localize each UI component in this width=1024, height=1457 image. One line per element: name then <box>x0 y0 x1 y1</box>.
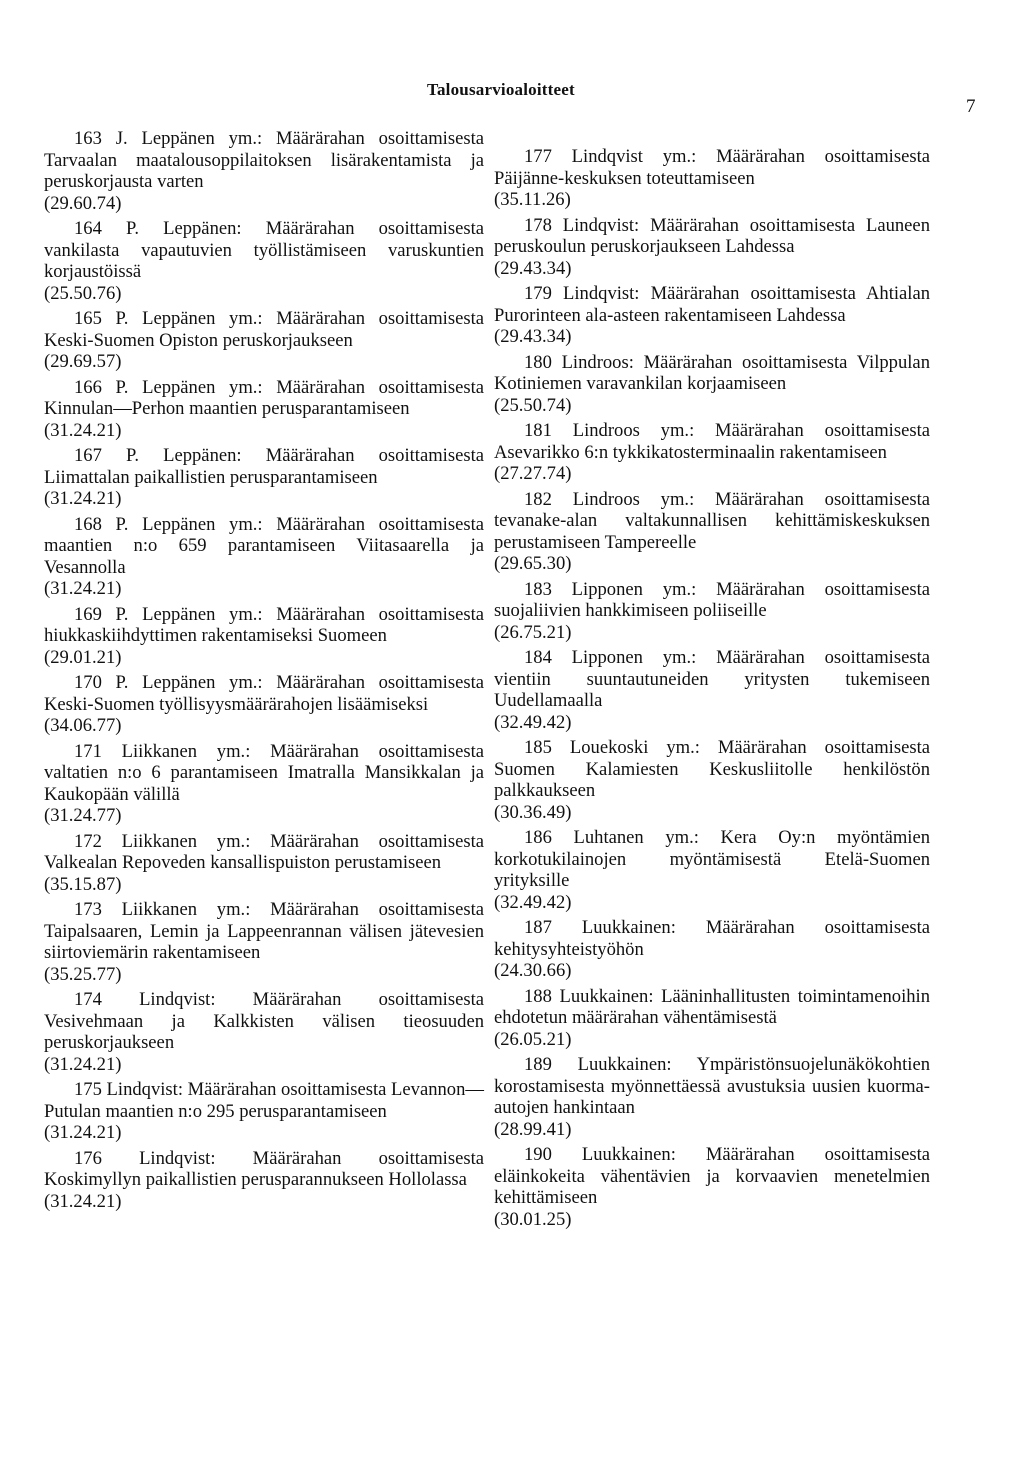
entry-code: (35.11.26) <box>494 189 571 210</box>
entry-code: (31.24.21) <box>44 578 122 599</box>
entry-code: (29.43.34) <box>494 257 572 279</box>
list-item <box>494 1054 930 1140</box>
list-item <box>494 420 930 485</box>
right-column <box>494 146 930 1234</box>
entry-code: (35.15.87) <box>44 873 122 895</box>
entry-text: 188 Luukkainen: Lääninhallitusten toimintamenoihin ehdotetun määrärahan vähentämisestä <box>494 985 930 1028</box>
entry-code: (31.24.21) <box>44 1122 122 1143</box>
entry-code: (35.25.77) <box>44 963 122 985</box>
entry-text: 186 Luhtanen ym.: Kera Oy:n myöntämien korkotukilainojen myöntämisestä Etelä-Suomen yrityksille <box>494 827 930 891</box>
entry-text: 179 Lindqvist: Määrärahan osoittamisesta Ahtialan Purorinteen ala-asteen rakentamiseen Lahdessa <box>494 283 930 326</box>
entry-code: (31.24.77) <box>44 805 122 826</box>
entry-code: (31.24.21) <box>44 419 122 441</box>
entry-code: (29.69.57) <box>44 351 122 372</box>
left-column <box>44 128 484 1216</box>
list-item <box>44 741 484 827</box>
list-item <box>44 377 484 442</box>
entry-text: 182 Lindroos ym.: Määrärahan osoittamisesta tevanake-alan valtakunnallisen kehittämiskeskuksen perustamiseen Tampereelle <box>494 488 930 553</box>
entry-code: (25.50.74) <box>494 394 572 416</box>
entry-text: 172 Liikkanen ym.: Määrärahan osoittamisesta Valkealan Repoveden kansallispuiston perustamiseen <box>44 830 484 873</box>
list-item <box>44 445 484 510</box>
list-item <box>44 672 484 737</box>
entry-text: 181 Lindroos ym.: Määrärahan osoittamisesta Asevarikko 6:n tykkikatosterminaalin rakentamiseen <box>494 420 930 463</box>
entry-code: (31.24.21) <box>44 1190 122 1212</box>
entry-code: (26.05.21) <box>494 1028 572 1050</box>
entry-text: 168 P. Leppänen ym.: Määrärahan osoittamisesta maantien n:o 659 parantamiseen Viitasaarella ja Vesannolla <box>44 513 484 578</box>
list-item <box>494 1144 930 1230</box>
list-item <box>44 1148 484 1213</box>
list-item <box>44 899 484 985</box>
entry-text: 173 Liikkanen ym.: Määrärahan osoittamisesta Taipalsaaren, Lemin ja Lappeenrannan välisen jätevesien siirtoviemärin rakentamiseen <box>44 899 484 963</box>
entry-text: 184 Lipponen ym.: Määrärahan osoittamisesta vientiin suuntautuneiden yritysten tukemiseen Uudellamaalla <box>494 647 930 711</box>
entry-text: 177 Lindqvist ym.: Määrärahan osoittamisesta Päijänne-keskuksen toteuttamiseen <box>494 146 930 189</box>
list-item <box>44 218 484 304</box>
entry-code: (32.49.42) <box>494 891 572 913</box>
entry-code: (32.49.42) <box>494 711 572 733</box>
entry-code: (31.24.21) <box>44 488 122 509</box>
entry-text: 164 P. Leppänen: Määrärahan osoittamisesta vankilasta vapautuvien työllistämiseen varuskuntien korjaustöissä <box>44 218 484 282</box>
list-item <box>44 308 484 373</box>
list-item <box>494 146 930 211</box>
entry-text: 165 P. Leppänen ym.: Määrärahan osoittamisesta Keski-Suomen Opiston peruskorjaukseen <box>44 308 484 351</box>
entry-code: (30.01.25) <box>494 1208 572 1230</box>
page-number: 7 <box>966 96 976 117</box>
list-item <box>44 831 484 896</box>
entry-code: (28.99.41) <box>494 1118 572 1140</box>
entry-code: (34.06.77) <box>44 715 122 736</box>
entry-code: (25.50.76) <box>44 282 122 304</box>
list-item <box>494 579 930 644</box>
list-item <box>44 1079 484 1144</box>
list-item <box>494 917 930 982</box>
entry-text: 187 Luukkainen: Määrärahan osoittamisesta kehitysyhteistyöhön <box>494 917 930 960</box>
entry-code: (29.60.74) <box>44 192 122 214</box>
list-item <box>494 827 930 913</box>
entry-text: 190 Luukkainen: Määrärahan osoittamisesta eläinkokeita vähentävien ja korvaavien menetelmien kehittämiseen <box>494 1144 930 1208</box>
entry-text: 178 Lindqvist: Määrärahan osoittamisesta Launeen peruskoulun peruskorjaukseen Lahdessa <box>494 214 930 257</box>
entry-code: (26.75.21) <box>494 621 572 643</box>
running-header: Talousarvioaloitteet <box>427 80 575 99</box>
list-item <box>494 489 930 575</box>
entry-code: (27.27.74) <box>494 463 572 484</box>
entry-text: 174 Lindqvist: Määrärahan osoittamisesta Vesivehmaan ja Kalkkisten välisen tieosuuden peruskorjaukseen <box>44 989 484 1053</box>
entry-text: 169 P. Leppänen ym.: Määrärahan osoittamisesta hiukkaskiihdyttimen rakentamiseksi Suomeen <box>44 603 484 646</box>
entry-code: (29.01.21) <box>44 646 122 668</box>
entry-code: (29.43.34) <box>494 326 572 347</box>
entry-code: (31.24.21) <box>44 1053 122 1075</box>
list-item <box>44 989 484 1075</box>
list-item <box>494 215 930 280</box>
entry-text: 185 Louekoski ym.: Määrärahan osoittamisesta Suomen Kalamiesten Keskusliitolle henkilöstön palkkaukseen <box>494 737 930 801</box>
list-item <box>494 352 930 417</box>
list-item <box>494 737 930 823</box>
list-item <box>494 986 930 1051</box>
entry-text: 175 Lindqvist: Määrärahan osoittamisesta Levannon—Putulan maantien n:o 295 perusparantamiseen <box>44 1079 484 1122</box>
entry-text: 189 Luukkainen: Ympäristönsuojelunäkökohtien korostamisesta myönnettäessä avustuksia uusien kuorma-autojen hankintaan <box>494 1054 930 1118</box>
entry-text: 163 J. Leppänen ym.: Määrärahan osoittamisesta Tarvaalan maatalousoppilaitoksen lisärakentamista ja peruskorjausta varten <box>44 128 484 192</box>
entry-code: (30.36.49) <box>494 801 572 823</box>
entry-text: 167 P. Leppänen: Määrärahan osoittamisesta Liimattalan paikallistien perusparantamiseen <box>44 445 484 488</box>
list-item <box>494 283 930 348</box>
list-item <box>44 514 484 600</box>
entry-text: 180 Lindroos: Määrärahan osoittamisesta Vilppulan Kotiniemen varavankilan korjaamiseen <box>494 351 930 394</box>
list-item <box>494 647 930 733</box>
entry-text: 166 P. Leppänen ym.: Määrärahan osoittamisesta Kinnulan—Perhon maantien perusparantamiseen <box>44 376 484 419</box>
entry-text: 176 Lindqvist: Määrärahan osoittamisesta Koskimyllyn paikallistien perusparannukseen Hollolassa <box>44 1147 484 1190</box>
entry-code: (29.65.30) <box>494 553 572 574</box>
list-item <box>44 128 484 214</box>
entry-code: (24.30.66) <box>494 960 572 981</box>
list-item <box>44 604 484 669</box>
entry-text: 170 P. Leppänen ym.: Määrärahan osoittamisesta Keski-Suomen työllisyysmäärärahojen lisäämiseksi <box>44 672 484 715</box>
entry-text: 183 Lipponen ym.: Määrärahan osoittamisesta suojaliivien hankkimiseen poliiseille <box>494 578 930 621</box>
entry-text: 171 Liikkanen ym.: Määrärahan osoittamisesta valtatien n:o 6 parantamiseen Imatralla Mansikkalan ja Kaukopään välillä <box>44 740 484 805</box>
